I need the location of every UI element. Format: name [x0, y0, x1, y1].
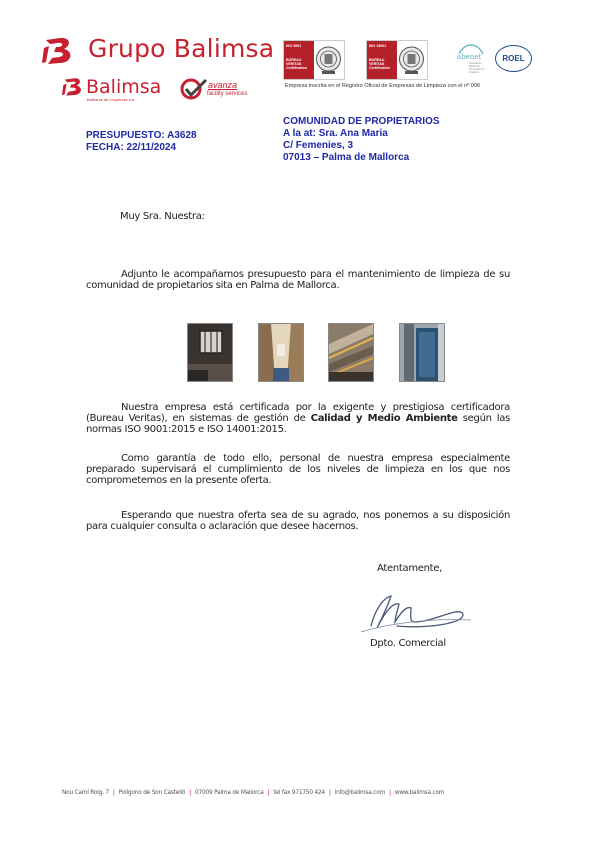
bureau-veritas-seal-icon: [398, 45, 425, 75]
abenet-name: abenet: [457, 53, 482, 61]
recipient-address: [283, 116, 440, 164]
quote-date: FECHA: 22/11/2024: [86, 142, 177, 153]
bureau-veritas-seal-icon: [315, 45, 342, 75]
recipient-line: A la at: Sra. Ana Maria: [283, 128, 388, 139]
recipient-line: COMUNIDAD DE PROPIETARIOS: [283, 116, 440, 127]
balimsa-small-b-logo-icon: [62, 76, 86, 98]
balimsa-b-logo-icon: [42, 36, 78, 66]
department-name: Dpto. Comercial: [370, 638, 446, 649]
paragraph-guarantee: Como garantía de todo ello, personal de nuestra empresa especialmente preparado supervisará el cumplimiento de los niveles de limpieza en los que nos comprometemos en la presente oferta.: [86, 453, 510, 486]
cert-body-label: BUREAU VERITAS Certification: [286, 58, 307, 70]
group-name: Grupo Balimsa: [88, 34, 275, 63]
iso-14001-badge: [366, 40, 428, 80]
paragraph-closing: Esperando que nuestra oferta sea de su agrado, nos ponemos a su disposición para cualquier consulta o aclaración que desee hacernos.: [86, 510, 510, 532]
handwritten-signature-icon: [357, 588, 477, 636]
footer-postal: 07009 Palma de Mallorca: [195, 790, 264, 796]
recipient-line: 07013 – Palma de Mallorca: [283, 152, 410, 163]
photo-elevator-door: [399, 323, 445, 382]
cert-body-label: BUREAU VERITAS Certification: [369, 58, 390, 70]
footer-email-link[interactable]: info@balimsa.com: [334, 790, 386, 796]
paragraph-certification: Nuestra empresa está certificada por la exigente y prestigiosa certificadora (Bureau Veritas), en sistemas de gestión de Calidad y Medio Ambiente según las normas ISO 9001:2015 e ISO 14001:2015.: [86, 402, 511, 435]
footer-web-link[interactable]: www.balimsa.com: [394, 790, 445, 796]
footer-separator: |: [389, 790, 391, 796]
abenet-tagline: Asociación Balear de Empresas de limpieza: [469, 62, 485, 74]
roel-logo: ROEL: [495, 45, 532, 72]
footer-separator: |: [267, 790, 270, 796]
footer-area: Polígono de Son Castelló: [118, 790, 186, 796]
recipient-line: C/ Femenies, 3: [283, 140, 354, 151]
avanza-name: avanza: [208, 80, 238, 90]
avanza-tagline: facility services: [207, 91, 248, 97]
brand-tagline: Baleares de Limpiezas s.a.: [87, 97, 136, 102]
brand-name: Balimsa: [86, 76, 162, 98]
photo-stairwell-window: [187, 323, 233, 382]
quote-info: [86, 130, 197, 154]
footer-separator: |: [112, 790, 115, 796]
salutation: Muy Sra. Nuestra:: [120, 211, 205, 222]
quality-environment-highlight: Calidad y Medio Ambiente: [310, 413, 458, 424]
photo-staircase-railing: [328, 323, 374, 382]
footer-address: Nou Camí Roig, 7: [62, 790, 109, 796]
photo-corridor: [258, 323, 304, 382]
iso-9001-badge: [283, 40, 345, 80]
paragraph-intro: Adjunto le acompañamos presupuesto para el mantenimiento de limpieza de su comunidad de propietarios sita en Palma de Mallorca.: [86, 269, 510, 291]
avanza-logo-icon: [180, 78, 208, 100]
footer-phone[interactable]: tel fax 971750 424: [273, 790, 325, 796]
cert-iso-label: ISO 9001: [286, 44, 302, 48]
footer-separator: |: [328, 790, 331, 796]
valediction: Atentamente,: [377, 563, 443, 574]
footer: [62, 790, 552, 796]
cert-iso-label: ISO 14001: [369, 44, 387, 48]
footer-separator: |: [189, 790, 192, 796]
quote-number: PRESUPUESTO: A3628: [86, 130, 197, 141]
registry-note: Empresa inscrita en el Registro Oficial de Empresas de Limpieza con el nº 006: [285, 83, 481, 89]
